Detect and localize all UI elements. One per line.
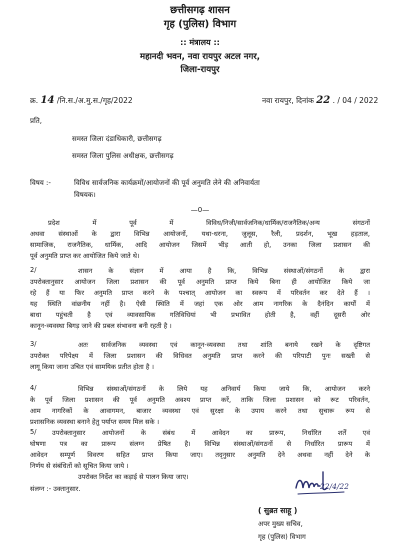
paragraph-line: सामाजिक, राजनैतिक, धार्मिक, आदि आयोजन जिसमें भीड़ आती हो, उनका जिला प्रशासन की <box>30 240 370 249</box>
paragraph-3 <box>30 340 370 373</box>
to-label: प्रति, <box>30 117 43 125</box>
paragraph-line: आवेदन सम्पूर्ण विवरण सहित प्राप्त किया जाए। तद्नुसार अनुमति देने अथवा नहीं देने के <box>30 450 370 459</box>
reference-date <box>262 96 378 105</box>
paragraph-line: बाधा पहुंचती है एवं व्यावसायिक गतिविधियां भी प्रभावित होती है, वहीं दूसरी ओर <box>30 310 370 319</box>
paragraph-4-number: 4/ <box>30 384 37 392</box>
date-handwritten-day: 22 <box>316 95 331 106</box>
enclosure-note: संलग्न :- उक्तानुसार. <box>30 485 81 493</box>
reference-prefix: क्र. <box>30 96 39 105</box>
paragraph-line: कानून-व्यवस्था बिगड़ जाने की प्रबल संभावना बनी रहती है । <box>30 321 172 330</box>
recipient-collectors: समस्त जिला दंडाधिकारी, छत्तीसगढ़ <box>72 135 162 143</box>
paragraph-3-number: 3/ <box>30 340 37 348</box>
paragraph-line: अथवा संस्थाओं के द्वारा विभिन्न आयोजनों, यथा-धरना, जुलूस, रैली, प्रदर्शन, भूख हड़ताल, <box>30 229 370 238</box>
paragraph-line: प्रदेश में पूर्व में विविध/निजी/सार्वजनिक/धार्मिक/राजनैतिक/अन्य संगठनों <box>48 219 370 227</box>
paragraph-4 <box>30 384 370 428</box>
date-suffix: . / 04 / 2022 <box>332 96 379 105</box>
header-address: महानदी भवन, नवा रायपुर अटल नगर, <box>140 52 260 62</box>
paragraph-line: अतः सार्वजनिक व्यवस्था एवं कानून-व्यवस्था तथा शांति बनाये रखने के दृष्टिगत <box>78 341 370 349</box>
header-ministry: :: मंत्रालय :: <box>180 38 220 47</box>
paragraph-line: आम नागरिकों के आवागमन, बाजार व्यवस्था एवं सुरक्षा के उपाय करने तथा सुचारू रूप से <box>30 406 370 415</box>
paragraph-2-number: 2/ <box>30 266 37 274</box>
signatory-department: गृह (पुलिस) विभाग <box>258 533 306 541</box>
paragraph-line: प्रशासनिक व्यवस्था बनाने हेतु पर्याप्त समय मिल सके । <box>30 417 160 426</box>
header-department: गृह (पुलिस) विभाग <box>163 19 237 30</box>
reference-handwritten-number: 14 <box>40 95 55 106</box>
separator: —0— <box>190 206 210 214</box>
paragraph-line: रहे हैं या फिर अनुमति प्राप्त करने के पश्चात् आयोजन का स्वरूप में परिवर्तन कर देते हैं । <box>30 288 370 297</box>
paragraph-5-number: 5/ <box>30 428 37 436</box>
paragraph-line: उपरोक्तानुसार आयोजन जिला प्रशासन की पूर्व अनुमति प्राप्त किये बिना ही आयोजित किये जा <box>30 277 370 286</box>
paragraph-line: निर्णय से संबंधितों को सूचित किया जाये । <box>30 461 129 470</box>
paragraph-line: उपरोक्त परिपेक्ष्य में जिला प्रशासन की विधिवत अनुमति प्राप्त करने की परिपाटी पुनः सख्ती से <box>30 351 370 360</box>
paragraph-line: घोषणा पत्र का प्रारूप संलग्न प्रेषित है। विभिन्न संस्थाओं/संगठनों से निर्धारित प्रारूप में <box>30 439 370 448</box>
paragraph-line: उपरोक्तानुसार आयोजनों के संबंध में आवेदन का प्रारूप, निर्धारित शर्तें एवं <box>52 429 370 437</box>
reference-suffix: /नि.स./अ.मु.स./गृह/2022 <box>56 96 133 105</box>
paragraph-line: पूर्व अनुमति प्राप्त कर आयोजित किये जाते थे। <box>30 251 140 260</box>
paragraph-line: विभिन्न संस्थाओं/संगठनों के लिये यह अनिवार्य किया जाये कि, आयोजन करने <box>78 385 370 393</box>
paragraph-1 <box>30 218 370 262</box>
signatory-designation: अपर मुख्य सचिव, <box>258 520 303 528</box>
subject-label: विषय :- <box>30 179 51 187</box>
date-prefix: नवा रायपुर, दिनांक <box>262 96 314 105</box>
paragraph-2 <box>30 266 370 331</box>
subject-line-1: विविध सार्वजनिक कार्यक्रमों/आयोजनों की पूर्व अनुमति लेने की अनिवार्यता <box>74 179 260 187</box>
paragraph-line: लागू किया जाना उचित एवं सामयिक प्रतीत होता है । <box>30 362 154 371</box>
paragraph-line: उपरोक्त निर्देश का कड़ाई से पालन किया जाए। <box>78 473 189 481</box>
subject-line-2: विषयक। <box>74 191 96 199</box>
header-district: जिला-रायपुर <box>180 65 220 75</box>
handwritten-date: 22/4/22 <box>320 482 349 491</box>
reference-number <box>30 96 133 105</box>
paragraph-line: यह स्थिति वांछनीय नहीं है। ऐसी स्थिति में जहां एक ओर आम नागरिक के दैनंदिन कार्यों में <box>30 299 370 308</box>
header-government: छत्तीसगढ़ शासन <box>170 5 230 16</box>
paragraph-line: शासन के संज्ञान में आया है कि, विभिन्न संस्थाओं/संगठनों के द्वारा <box>78 267 370 275</box>
signatory-name: ( सुब्रत साहू ) <box>258 506 298 515</box>
paragraph-line: के पूर्व जिला प्रशासन की पूर्व अनुमति अवश्य प्राप्त करें, ताकि जिला प्रशासन को रूट परिवर्तन, <box>30 395 370 404</box>
recipient-superintendents: समस्त जिला पुलिस अधीक्षक, छत्तीसगढ़ <box>72 152 174 160</box>
